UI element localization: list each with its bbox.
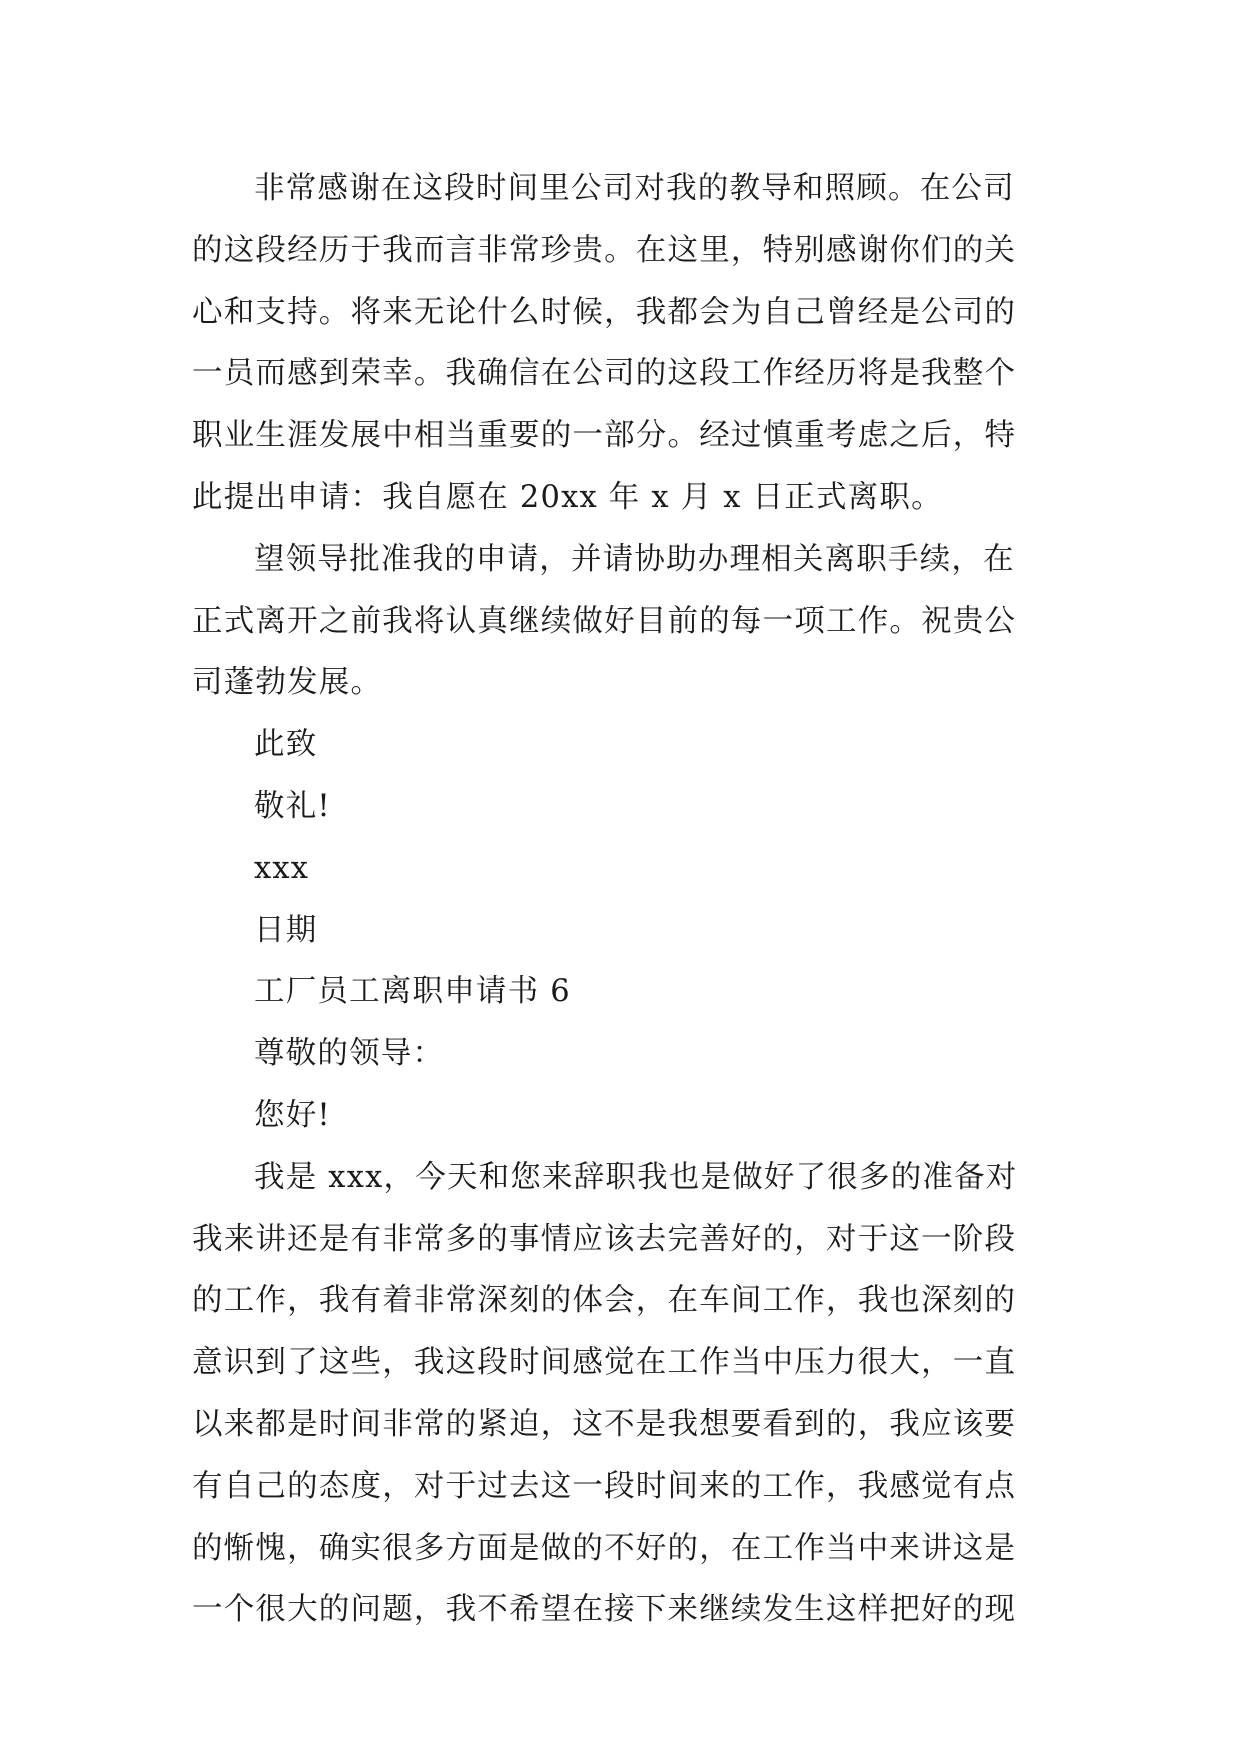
paragraph-line: 司蓬勃发展。 — [192, 665, 383, 701]
signature: xxx — [254, 850, 310, 886]
paragraph-line: 一个很大的问题，我不希望在接下来继续发生这样把好的现 — [192, 1592, 1017, 1628]
paragraph-line: 的这段经历于我而言非常珍贵。在这里，特别感谢你们的关 — [192, 232, 1017, 268]
paragraph-line: 职业生涯发展中相当重要的一部分。经过慎重考虑之后，特 — [192, 418, 1017, 454]
paragraph-line: 此提出申请：我自愿在 20xx 年 x 月 x 日正式离职。 — [192, 479, 943, 515]
paragraph-line: 有自己的态度，对于过去这一段时间来的工作，我感觉有点 — [192, 1468, 1017, 1504]
paragraph-line: 的工作，我有着非常深刻的体会，在车间工作，我也深刻的 — [192, 1283, 1017, 1319]
closing-salutation: 此致 — [254, 727, 318, 763]
paragraph-line: 心和支持。将来无论什么时候，我都会为自己曾经是公司的 — [192, 294, 1017, 330]
paragraph-line: 一员而感到荣幸。我确信在公司的这段工作经历将是我整个 — [192, 356, 1017, 392]
paragraph-line: 望领导批准我的申请，并请协助办理相关离职手续，在 — [254, 541, 1015, 577]
date-label: 日期 — [254, 912, 318, 948]
greeting: 您好! — [254, 1097, 331, 1133]
paragraph-line: 的惭愧，确实很多方面是做的不好的，在工作当中来讲这是 — [192, 1530, 1017, 1566]
paragraph-line: 正式离开之前我将认真继续做好目前的每一项工作。祝贵公 — [192, 603, 1017, 639]
closing-regards: 敬礼! — [254, 788, 331, 824]
addressee: 尊敬的领导： — [254, 1036, 445, 1072]
paragraph-line: 非常感谢在这段时间里公司对我的教导和照顾。在公司 — [254, 171, 1015, 206]
letter-title: 工厂员工离职申请书 6 — [254, 974, 571, 1010]
paragraph-line: 我来讲还是有非常多的事情应该去完善好的，对于这一阶段 — [192, 1221, 1017, 1257]
paragraph-line: 我是 xxx，今天和您来辞职我也是做好了很多的准备对 — [254, 1159, 1018, 1195]
paragraph-line: 以来都是时间非常的紧迫，这不是我想要看到的，我应该要 — [192, 1406, 1017, 1442]
document-body — [192, 158, 1058, 1641]
paragraph-line: 意识到了这些，我这段时间感觉在工作当中压力很大，一直 — [192, 1345, 1017, 1381]
